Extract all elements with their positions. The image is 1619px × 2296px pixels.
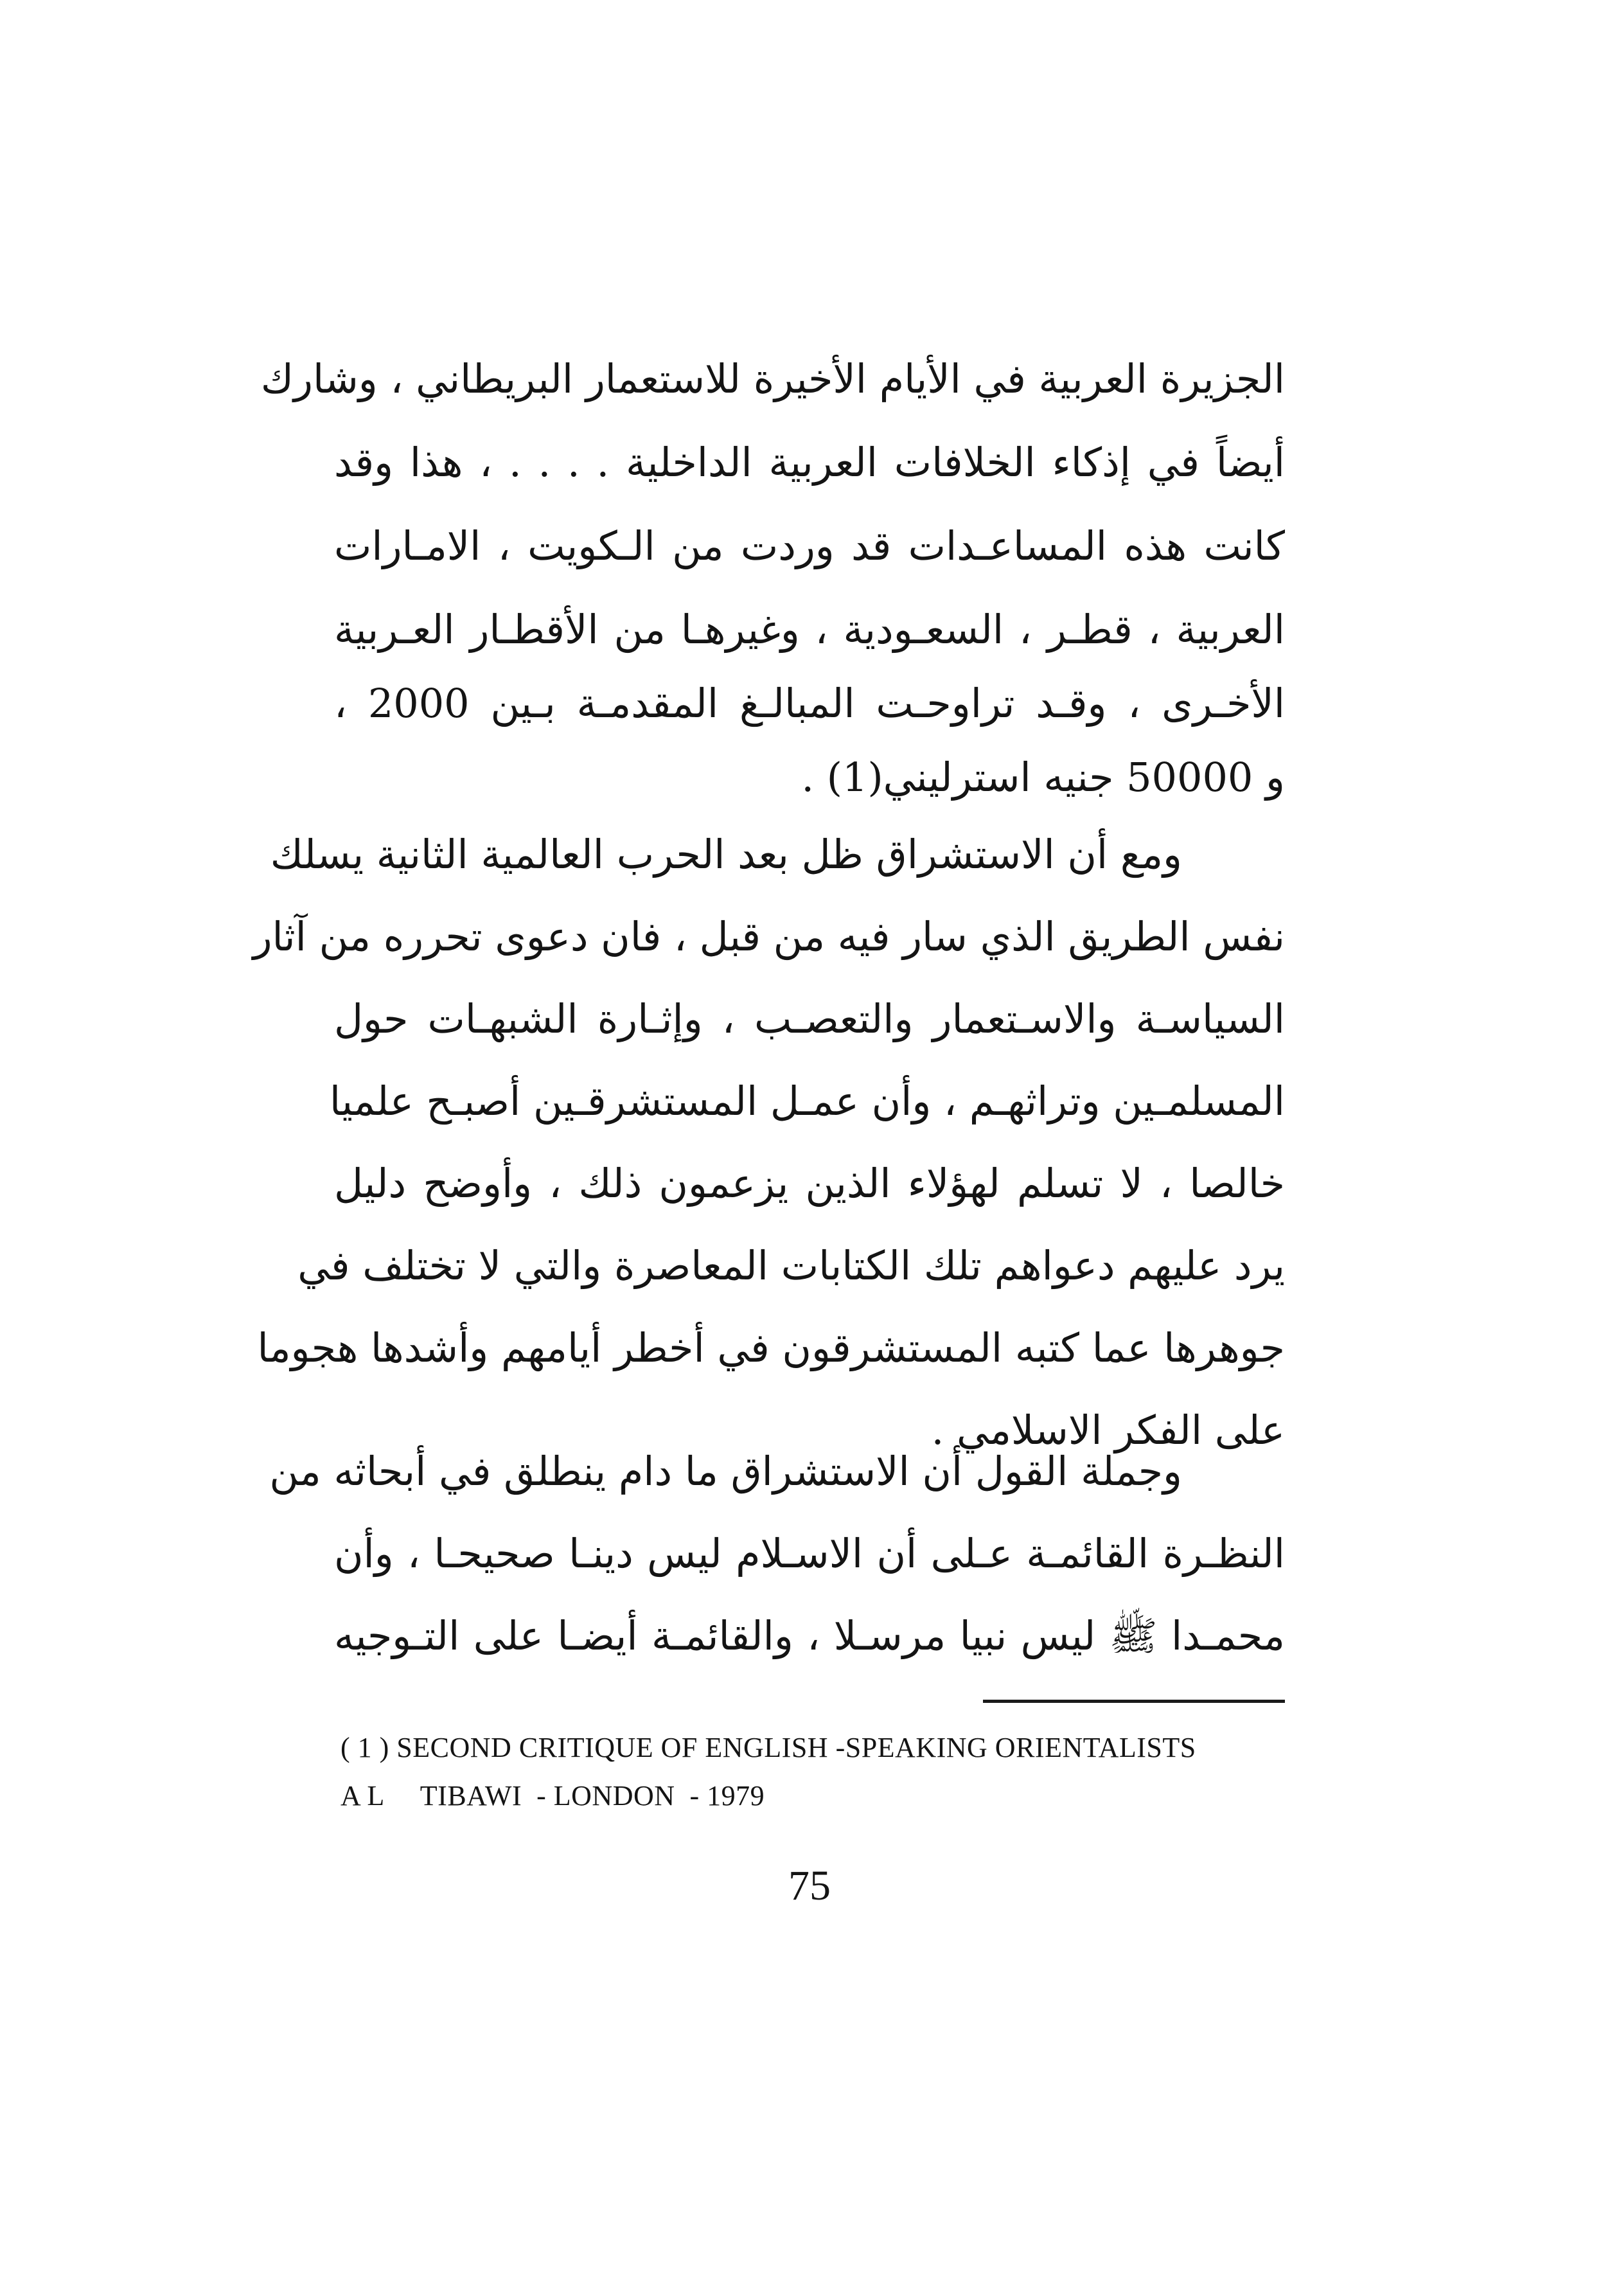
text-line: خالصا ، لا تسلم لهؤلاء الذين يزعمون ذلك ، وأوضح دليل [334,1160,1285,1207]
paragraph-3 [269,1430,1285,1687]
text-line: الجزيرة العربية في الأيام الأخيرة للاستعمار البريطاني ، وشارك [260,355,1285,402]
footnote-divider [983,1700,1285,1703]
text-line: الأخـرى ، وقـد تراوحـت المبالـغ المقدمـة بـين 2000 ، [334,680,1285,727]
text-line: يرد عليهم دعواهم تلك الكتابات المعاصرة والتي لا تختلف في [297,1242,1285,1289]
page-number: 75 [788,1862,831,1909]
text-line: ومع أن الاستشراق ظل بعد الحرب العالمية الثانية يسلك [270,831,1182,878]
text-line: أيضاً في إذكاء الخلافات العربية الداخلية . . . . ، هذا وقد [334,439,1285,486]
text-line: و 50000 جنيه استرليني(1) . [801,754,1285,801]
text-line: وجملة القول أن الاستشراق ما دام ينطلق في أبحاثه من [269,1448,1182,1495]
text-line: السياسـة والاسـتعمار والتعصـب ، وإثـارة الشبهـات حول [334,995,1285,1042]
text-line: العربية ، قطـر ، السعـودية ، وغيرهـا من الأقطـار العـربية [334,606,1286,653]
paragraph-1 [260,337,1286,839]
text-line: على الفكر الاسلامي . [931,1407,1285,1454]
text-line: النظـرة القائمـة عـلى أن الاسـلام ليس دينـا صحيحـا ، وأن [334,1530,1285,1577]
footnote-line-1: ( 1 ) SECOND CRITIQUE OF ENGLISH -SPEAKING ORIENTALISTS [341,1732,1196,1763]
text-line: نفس الطريق الذي سار فيه من قبل ، فان دعوى تحرره من آثار [252,913,1285,960]
text-line: جوهرها عما كتبه المستشرقون في أخطر أيامهم وأشدها هجوما [257,1324,1285,1371]
footnote-line-2: A L TIBAWI - LONDON - 1979 [341,1780,765,1811]
text-line: محمـدا ﷺ ليس نبيا مرسـلا ، والقائمـة أيضـا على التـوجيه [334,1612,1285,1659]
paragraph-2 [252,813,1285,1475]
text-line: المسلمـين وتراثهـم ، وأن عمـل المستشرقـين أصبـح علميا [329,1078,1285,1125]
text-line: كانت هذه المساعـدات قد وردت من الـكويت ، الامـارات [334,522,1285,569]
